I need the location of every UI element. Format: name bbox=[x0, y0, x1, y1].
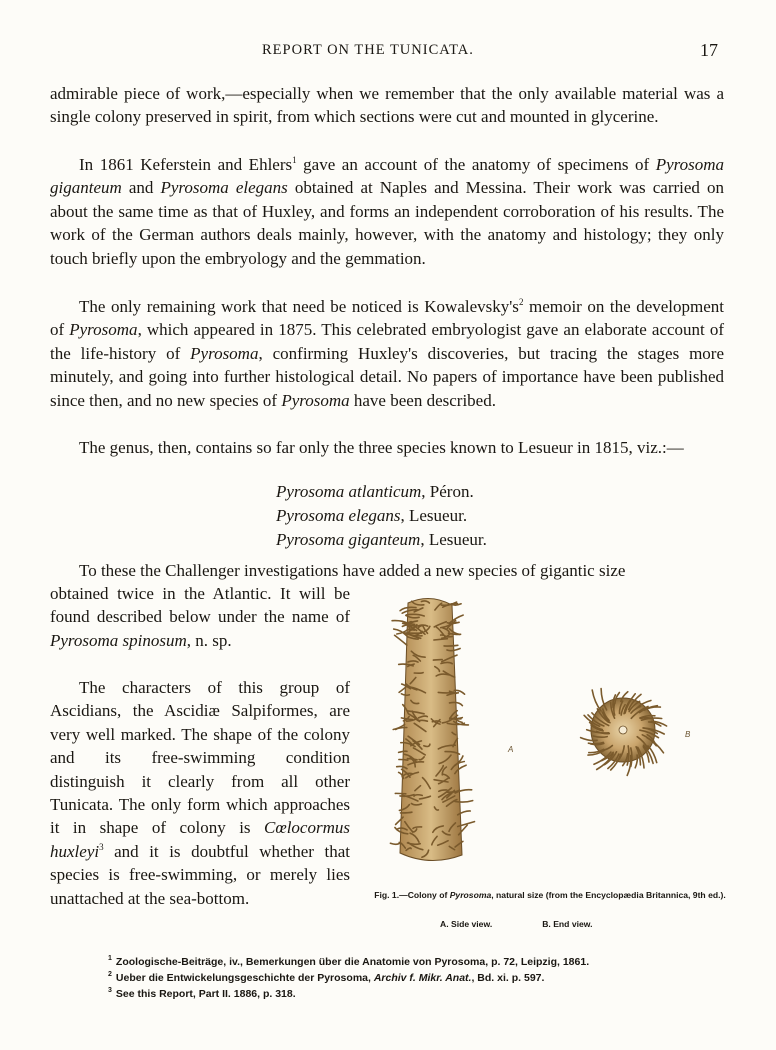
species-name: Cœlocormus huxleyi bbox=[50, 818, 350, 861]
species-name: Pyrosoma giganteum bbox=[276, 530, 421, 549]
genus-name: Pyrosoma bbox=[281, 390, 350, 410]
footnote-1 bbox=[108, 954, 589, 970]
pyrosoma-illustration bbox=[370, 585, 730, 885]
view-b-label: B. End view. bbox=[542, 919, 593, 929]
paragraph-text: and it is doubtful whether that species is free-swimming, or merely lies unattached at the sea-bottom. bbox=[50, 841, 350, 908]
species-name: Pyrosoma elegans bbox=[160, 178, 288, 198]
paragraph-text: The characters of this group of Ascidians, the Ascidiæ Salpiformes, are very well marked. The shape of the colony and its free-swimming condition distinguish it clearly from all other Tunicata. The only form which approaches it in shape of colony is bbox=[50, 678, 350, 838]
end-view bbox=[581, 689, 667, 776]
figure-label-a: A bbox=[508, 745, 514, 754]
zooid-spine bbox=[592, 690, 601, 711]
paragraph-text: gave an account of the anatomy of specimens of bbox=[296, 155, 656, 174]
page-header bbox=[0, 42, 776, 66]
genus-name: Pyrosoma bbox=[69, 320, 138, 340]
paragraph-text: , which appeared in 1875. This celebrated embryologist gave an elaborate account of the life-history of bbox=[50, 320, 724, 363]
zooid-spine bbox=[444, 645, 458, 646]
zooid-spine bbox=[433, 660, 442, 661]
footnote-text: See this Report, Part II. 1886, p. 318. bbox=[115, 988, 296, 1000]
zooid-spine bbox=[399, 759, 408, 760]
zooid-spine bbox=[614, 703, 615, 715]
footnote-ref[interactable]: 3 bbox=[99, 841, 104, 852]
zooid-spine bbox=[401, 812, 412, 813]
footnote-ref[interactable]: 2 bbox=[518, 297, 524, 307]
zooid-spine bbox=[395, 635, 407, 645]
paragraph-text: and bbox=[121, 178, 161, 198]
caption-genus: Pyrosoma bbox=[449, 890, 492, 900]
footnote-ref[interactable]: 1 bbox=[292, 155, 297, 165]
footnote-3 bbox=[108, 986, 589, 1002]
species-name: Pyrosoma atlanticum bbox=[276, 482, 422, 501]
paragraph-6 bbox=[50, 676, 350, 910]
paragraph-text: The only remaining work that need be noticed is Kowalevsky's bbox=[79, 297, 519, 316]
footnote-number: 2 bbox=[108, 971, 112, 978]
footnote-number: 1 bbox=[108, 955, 112, 962]
paragraph-text: , confirming Huxley's discoveries, but tracing the stages more minutely, and going into further histological detail. No papers of importance have been published since then, and no new species of bbox=[50, 343, 725, 410]
caption-text: Fig. 1.—Colony of bbox=[374, 890, 450, 900]
paragraph-text: have been described. bbox=[349, 390, 496, 410]
species-item bbox=[276, 504, 487, 528]
paragraph-text: admirable piece of work,—especially when we remember that the only available material was a single colony preserved in spirit, from which sections were cut and mounted in glycerine. bbox=[50, 84, 724, 127]
species-name: Pyrosoma spinosum bbox=[50, 630, 187, 650]
paragraph-text: memoir on the development of bbox=[50, 297, 724, 340]
paragraph-text: In 1861 Keferstein and Ehlers bbox=[79, 155, 293, 174]
paragraph-2 bbox=[50, 153, 724, 270]
view-a-label: A. Side view. bbox=[440, 919, 493, 929]
footnote-text: Ueber die Entwickelungsgeschichte der Pyrosoma, bbox=[115, 972, 374, 984]
page-number: 17 bbox=[700, 40, 718, 60]
footnote-text: , Bd. xi. p. 597. bbox=[471, 972, 545, 984]
species-list bbox=[276, 480, 487, 552]
figure-caption bbox=[370, 890, 730, 901]
species-name: Pyrosoma elegans bbox=[276, 506, 401, 525]
paragraph-text: obtained at Naples and Messina. Their work was carried on about the same time as that of Huxley, and forms an independent corroboration of his results. The work of the German authors deals mainly, however, with the anatomy and histology; they only touch briefly upon the embryology and the gemmation. bbox=[50, 178, 724, 268]
figure-views bbox=[440, 919, 643, 929]
species-item bbox=[276, 480, 487, 504]
footnote-number: 3 bbox=[108, 987, 112, 994]
species-author: , Lesueur. bbox=[400, 506, 468, 525]
zooid-spine bbox=[414, 673, 423, 674]
side-view bbox=[390, 598, 474, 860]
paragraph-text: To these the Challenger investigations have added a new species of gigantic size bbox=[79, 561, 626, 580]
footnote-text: Zoologische-Beiträge, iv., Bemerkungen über die Anatomie von Pyrosoma, p. 72, Leipzig, 1861. bbox=[115, 956, 590, 968]
caption-text: , natural size (from the Encyclopædia Britannica, 9th ed.). bbox=[491, 890, 726, 900]
paragraph-text: The genus, then, contains so far only the three species known to Lesueur in 1815, viz.:— bbox=[79, 438, 684, 457]
species-item bbox=[276, 528, 487, 552]
footnote-2 bbox=[108, 970, 589, 986]
genus-name: Pyrosoma bbox=[190, 343, 259, 363]
species-name: Pyrosoma giganteum bbox=[50, 155, 724, 198]
figure-1 bbox=[370, 585, 730, 935]
species-author: , Lesueur. bbox=[420, 530, 487, 549]
footnotes bbox=[108, 954, 589, 1002]
species-author: , Péron. bbox=[421, 482, 474, 501]
paragraph-text: obtained twice in the Atlantic. It will be found described below under the name of bbox=[50, 584, 350, 627]
paragraph-1 bbox=[50, 82, 724, 129]
paragraph-4 bbox=[50, 436, 724, 459]
paragraph-3 bbox=[50, 295, 724, 412]
paragraph-5 bbox=[50, 582, 350, 652]
figure-label-b: B bbox=[685, 730, 691, 739]
running-title: REPORT ON THE TUNICATA. bbox=[262, 42, 474, 58]
footnote-journal: Archiv f. Mikr. Anat. bbox=[373, 972, 472, 984]
paragraph-5-lead bbox=[50, 559, 724, 582]
paragraph-text: , n. sp. bbox=[186, 630, 232, 650]
